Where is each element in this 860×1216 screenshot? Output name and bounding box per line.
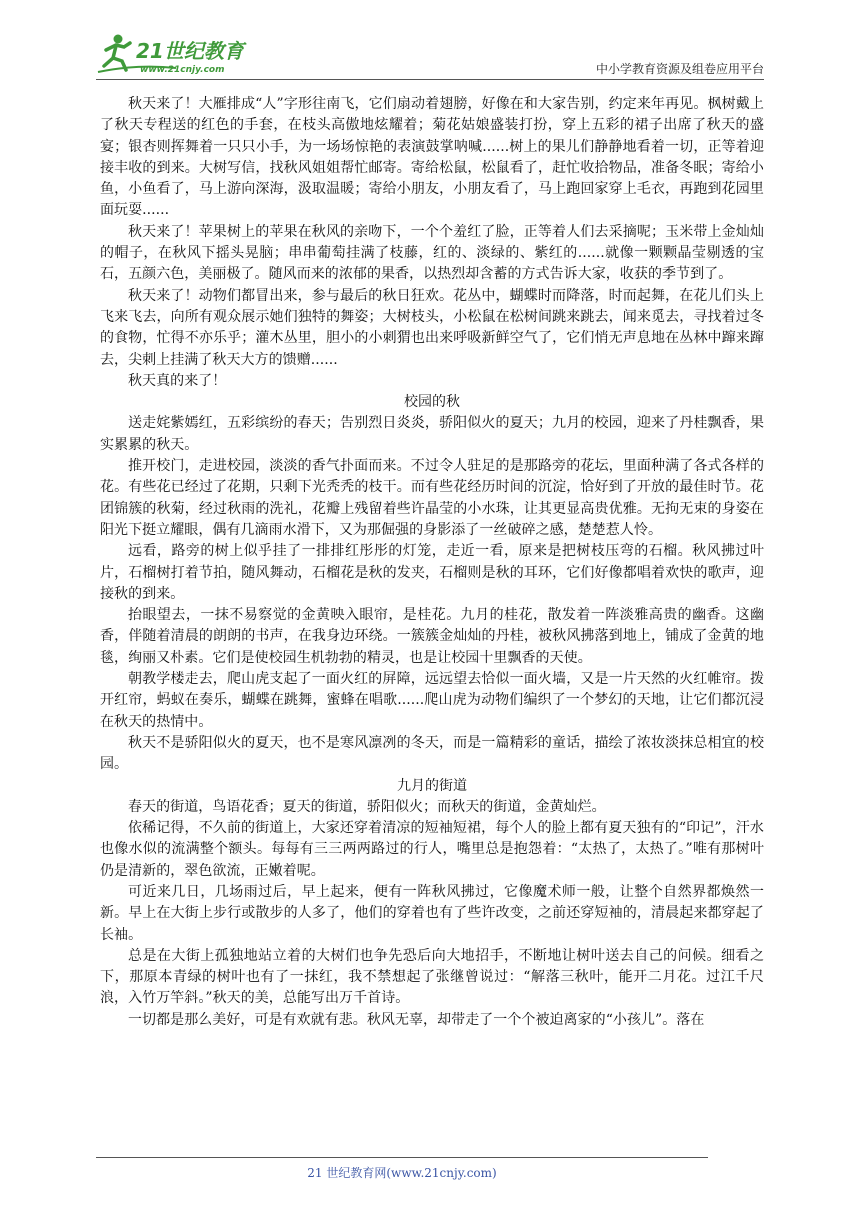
- paragraph: 秋天不是骄阳似火的夏天，也不是寒风凛冽的冬天，而是一篇精彩的童话，描绘了浓妆淡抹总相宜的校园。: [100, 734, 764, 773]
- footer-link[interactable]: 21 世纪教育网(www.21cnjy.com): [307, 1166, 497, 1180]
- paragraph: 秋天来了！动物们都冒出来，参与最后的秋日狂欢。花丛中，蝴蝶时而降落，时而起舞，在花儿们头上飞来飞去，向所有观众展示她们独特的舞姿；大树枝头，小松鼠在松树间跳来跳去，闻来觅去，寻找着过冬的食物，忙得不亦乐乎；灌木丛里，胆小的小刺猬也出来呼吸新鲜空气了，它们悄无声息地在丛林中蹿来蹿去，尖刺上挂满了秋天大方的馈赠......: [100, 287, 764, 368]
- paragraph: 远看，路旁的树上似乎挂了一排排红彤彤的灯笼，走近一看，原来是把树枝压弯的石榴。秋风拂过叶片，石榴树打着节拍，随风舞动，石榴花是秋的发夹，石榴则是秋的耳环，它们好像都唱着欢快的歌声，迎接秋的到来。: [100, 543, 764, 602]
- paragraph: 春天的街道，鸟语花香；夏天的街道，骄阳似火；而秋天的街道，金黄灿烂。: [128, 798, 606, 815]
- paragraph: 秋天来了！大雁排成“人”字形往南飞，它们扇动着翅膀，好像在和大家告别，约定来年再见。枫树戴上了秋天专程送的红色的手套，在枝头高傲地炫耀着；菊花姑娘盛装打扮，穿上五彩的裙子出席了秋天的盛宴；银杏则挥舞着一只只小手，为一场场惊艳的表演鼓掌呐喊......树上的果儿们静静地看着一切，正等着迎接丰收的到来。大树写信，找秋风姐姐帮忙邮寄。寄给松鼠，松鼠看了，赶忙收拾物品，准备冬眠；寄给小鱼，小鱼看了，马上游向深海，汲取温暖；寄给小朋友，小朋友看了，马上跑回家穿上毛衣，再跑到花园里面玩耍......: [100, 96, 764, 219]
- logo-text: 21世纪教育: [136, 39, 244, 63]
- header-platform-title: 中小学教育资源及组卷应用平台: [595, 62, 764, 76]
- paragraph: 依稀记得，不久前的街道上，大家还穿着清凉的短袖短裙，每个人的脸上都有夏天独有的“印记”，汗水也像水似的流满整个额头。每每有三三两两路过的行人，嘴里总是抱怨着：“太热了，太热了。”唯有那树叶仍是清新的，翠色欲流，正嫩着呢。: [100, 820, 764, 879]
- section-heading: 九月的街道: [397, 777, 467, 794]
- section-heading: 校园的秋: [404, 394, 460, 411]
- paragraph: 朝教学楼走去，爬山虎支起了一面火红的屏障，远远望去恰似一面火墙，又是一片天然的火红帷帘。拨开红帘，蚂蚁在奏乐，蝴蝶在跳舞，蜜蜂在唱歌......爬山虎为动物们编织了一个梦幻的天地，让它们都沉浸在秋天的热情中。: [100, 671, 764, 730]
- paragraph: 可近来几日，几场雨过后，早上起来，便有一阵秋风拂过，它像魔术师一般，让整个自然界都焕然一新。早上在大街上步行或散步的人多了，他们的穿着也有了些许改变，之前还穿短袖的，清晨起来都穿起了长袖。: [100, 883, 764, 943]
- logo-url: www.21cnjy.com: [140, 65, 225, 75]
- paragraph: 总是在大街上孤独地站立着的大树们也争先恐后向大地招手，不断地让树叶送去自己的问候。细看之下，那原本青绿的树叶也有了一抹红，我不禁想起了张继曾说过：“解落三秋叶，能开二月花。过江千尺浪，入竹万竿斜。”秋天的美，总能写出万千首诗。: [100, 947, 764, 1007]
- paragraph: 推开校门，走进校园，淡淡的香气扑面而来。不过令人驻足的是那路旁的花坛，里面种满了各式各样的花。有些花已经过了花期，只剩下光秃秃的枝干。而有些花经历时间的沉淀，恰好到了开放的最佳时节。花团锦簇的秋菊，经过秋雨的洗礼，花瓣上残留着些许晶莹的小水珠，让其更显高贵优雅。无拘无束的身姿在阳光下挺立耀眼，偶有几滴雨水滑下，又为那倔强的身影添了一丝破碎之感，楚楚惹人怜。: [100, 458, 764, 538]
- paragraph: 抬眼望去，一抹不易察觉的金黄映入眼帘，是桂花。九月的桂花，散发着一阵淡雅高贵的幽香。这幽香，伴随着清晨的朗朗的书声，在我身边环绕。一簇簇金灿灿的丹桂，被秋风拂落到地上，铺成了金黄的地毯，绚丽又朴素。它们是使校园生机勃勃的精灵，也是让校园十里飘香的天使。: [100, 607, 764, 666]
- logo-21cnjy: [96, 30, 266, 76]
- paragraph: 送走姹紫嫣红，五彩缤纷的春天；告别烈日炎炎，骄阳似火的夏天；九月的校园，迎来了丹桂飘香，果实累累的秋天。: [100, 415, 764, 453]
- article-body: [100, 94, 764, 1031]
- header-divider: [96, 79, 764, 80]
- page-header: [96, 30, 764, 80]
- paragraph: 秋天来了！苹果树上的苹果在秋风的亲吻下，一个个羞红了脸，正等着人们去采摘呢；玉米带上金灿灿的帽子，在秋风下摇头晃脑；串串葡萄挂满了枝藤，红的、淡绿的、紫红的......就像一颗颗晶莹剔透的宝石，五颜六色，美丽极了。随风而来的浓郁的果香，以热烈却含蓄的方式告诉大家，收获的季节到了。: [100, 223, 764, 283]
- paragraph: 一切都是那么美好，可是有欢就有悲。秋风无辜，却带走了一个个被迫离家的“小孩儿”。落在: [128, 1011, 705, 1028]
- paragraph: 秋天真的来了！: [128, 372, 227, 389]
- footer-divider: [96, 1157, 708, 1158]
